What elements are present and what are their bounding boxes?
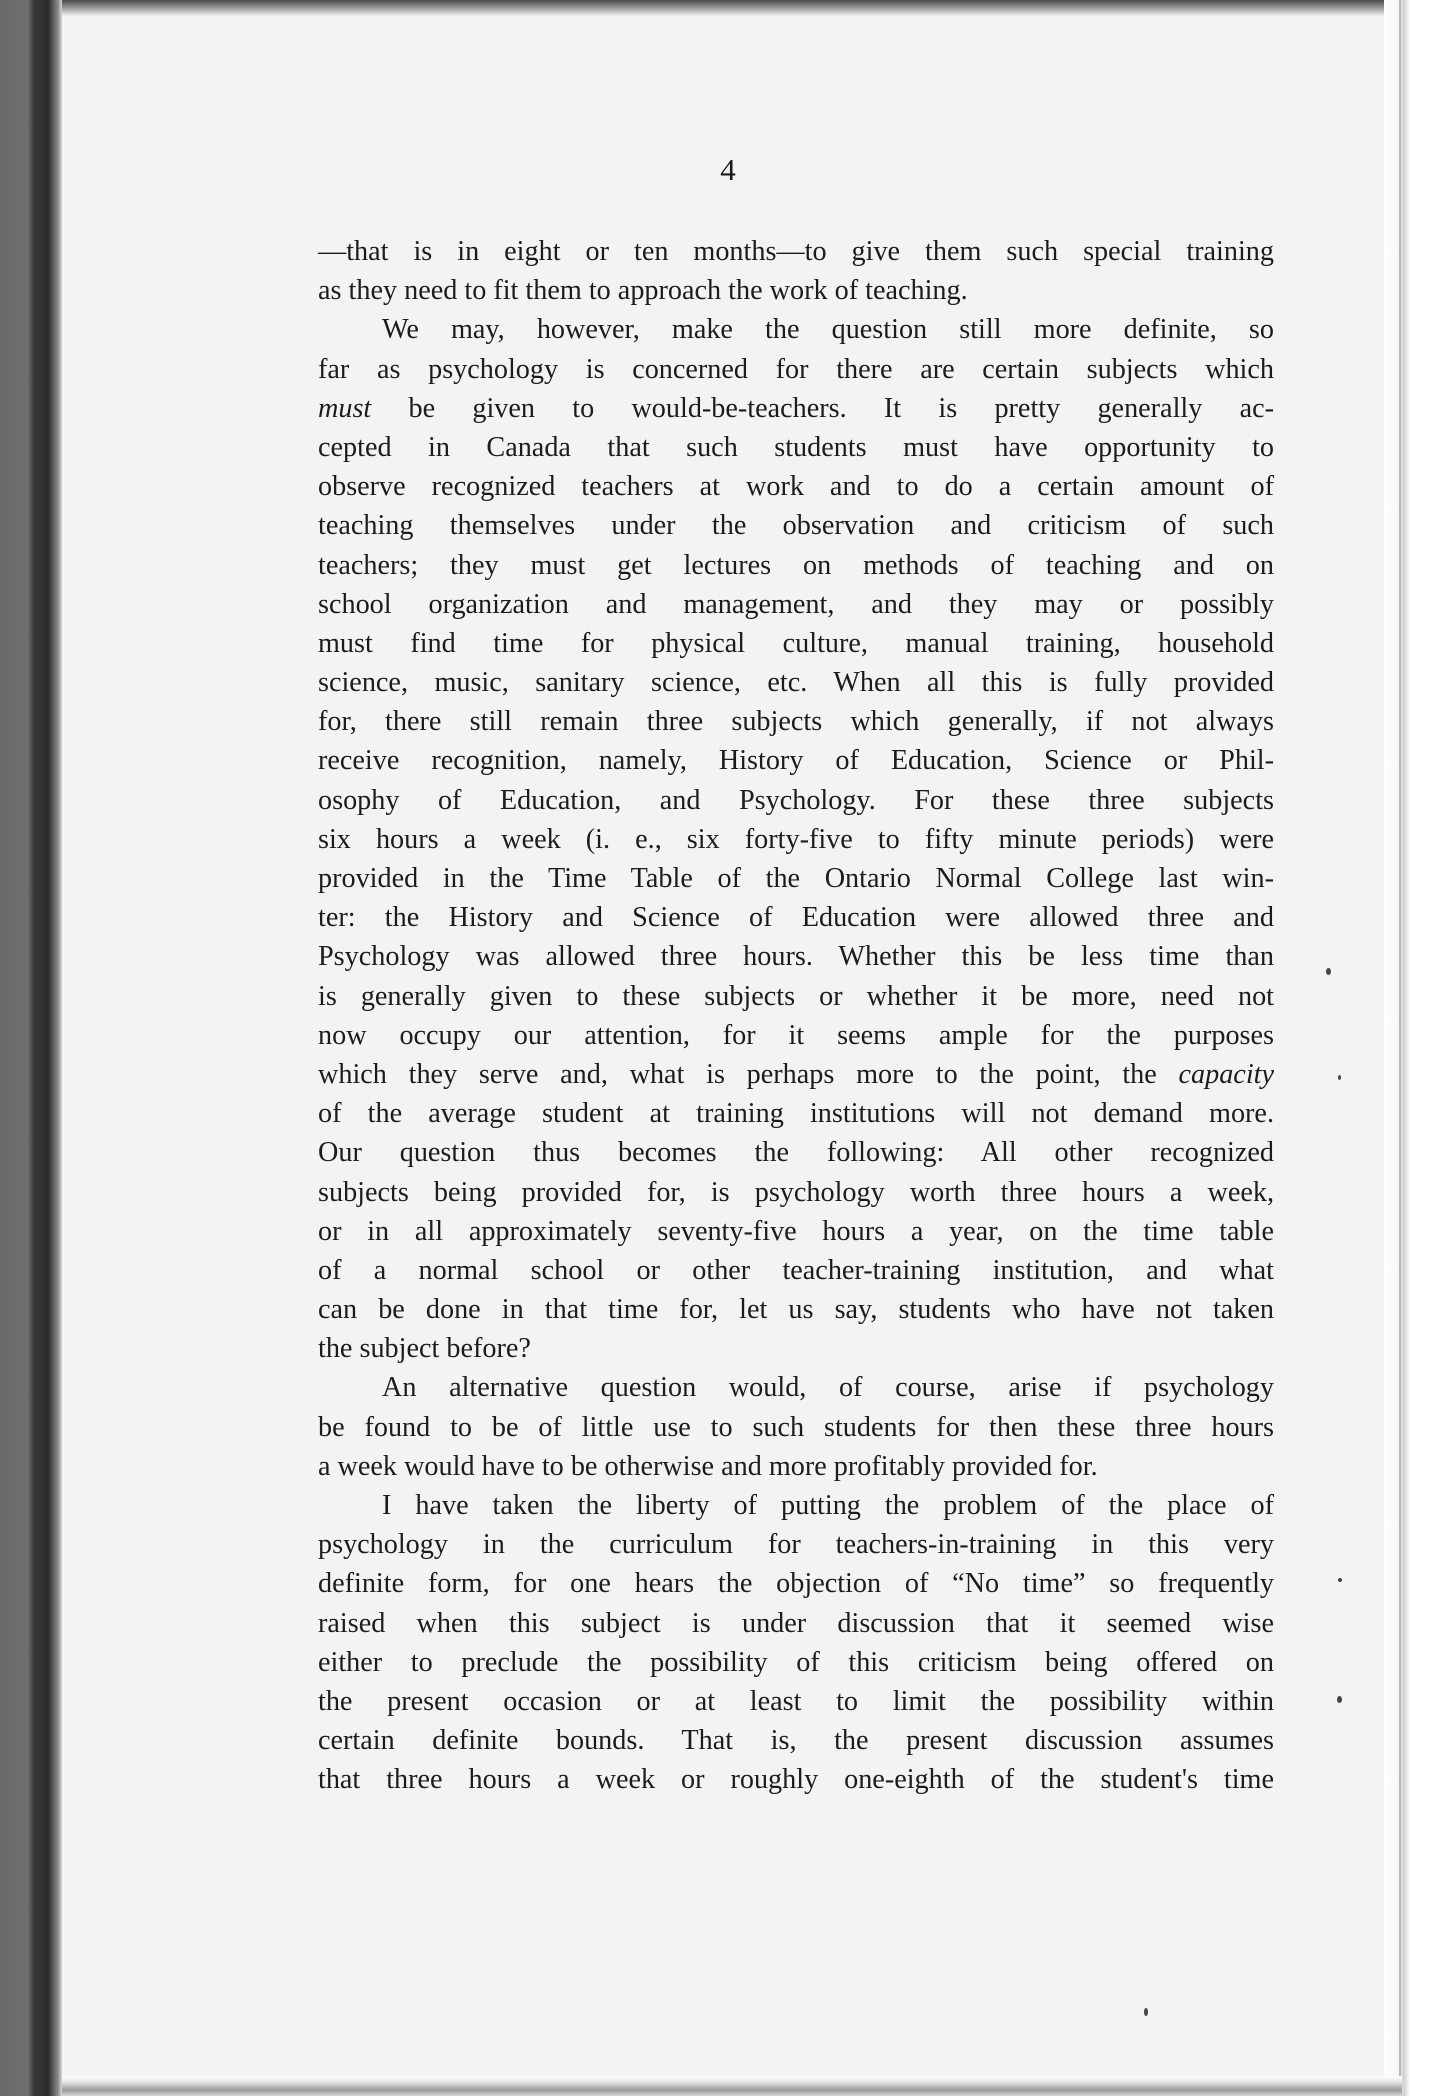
text-line: psychology in the curriculum for teachers-in-training in this very	[318, 1529, 1274, 1561]
scan-speck	[1338, 1578, 1342, 1582]
text-line: teaching themselves under the observation and criticism of such	[318, 510, 1274, 542]
text-line: school organization and management, and they may or possibly	[318, 588, 1274, 620]
scan-speck	[1326, 968, 1331, 975]
text-line: that three hours a week or roughly one-eighth of the student's time	[318, 1764, 1274, 1796]
text-line: provided in the Time Table of the Ontario Normal College last win-	[318, 863, 1274, 894]
text-line: of a normal school or other teacher-training institution, and what	[318, 1254, 1274, 1286]
text-line: the present occasion or at least to limit the possibility within	[318, 1685, 1274, 1717]
page-number: 4	[720, 152, 736, 187]
text-line: observe recognized teachers at work and to do a certain amount of	[318, 471, 1274, 503]
text-line: can be done in that time for, let us say, students who have not taken	[318, 1294, 1274, 1326]
text-segment: which they serve and, what is perhaps more to the point, the	[318, 1058, 1179, 1090]
scan-speck	[1337, 1696, 1342, 1703]
text-line: raised when this subject is under discussion that it seemed wise	[318, 1607, 1274, 1639]
text-line: ter: the History and Science of Education were allowed three and	[318, 902, 1274, 934]
text-line: six hours a week (i. e., six forty-five to fifty minute periods) were	[318, 823, 1274, 855]
text-line: cepted in Canada that such students must have opportunity to	[318, 431, 1274, 463]
text-line: or in all approximately seventy-five hours a year, on the time table	[318, 1215, 1274, 1247]
text-line: far as psychology is concerned for there are certain subjects which	[318, 353, 1274, 385]
text-line: is generally given to these subjects or whether it be more, need not	[318, 980, 1274, 1012]
text-line: osophy of Education, and Psychology. For these three subjects	[318, 784, 1274, 816]
text-line: science, music, sanitary science, etc. When all this is fully provided	[318, 667, 1274, 699]
text-line: be found to be of little use to such students for then these three hours	[318, 1411, 1274, 1443]
text-line: Psychology was allowed three hours. Whether this be less time than	[318, 941, 1274, 973]
text-line: definite form, for one hears the objection of “No time” so frequently	[318, 1568, 1274, 1600]
text-line: for, there still remain three subjects which generally, if not always	[318, 706, 1274, 738]
text-line: now occupy our attention, for it seems ample for the purposes	[318, 1019, 1274, 1051]
text-line: a week would have to be otherwise and more profitably provided for.	[318, 1450, 1098, 1482]
text-line	[318, 1055, 1274, 1094]
text-line: receive recognition, namely, History of Education, Science or Phil-	[318, 745, 1274, 777]
scan-speck	[1144, 2008, 1148, 2016]
body-text	[318, 232, 1274, 1800]
text-line: —that is in eight or ten months—to give them such special training	[318, 236, 1274, 267]
scan-top-edge	[62, 0, 1392, 16]
scan-speck	[1338, 1075, 1341, 1080]
text-line: We may, however, make the question still more definite, so	[382, 314, 1274, 346]
text-line: of the average student at training institutions will not demand more.	[318, 1098, 1274, 1130]
text-line: teachers; they must get lectures on methods of teaching and on	[318, 549, 1274, 581]
text-line: the subject before?	[318, 1333, 531, 1365]
text-line: must find time for physical culture, manual training, household	[318, 627, 1274, 659]
scan-right-edge	[1384, 0, 1456, 2096]
text-line: I have taken the liberty of putting the problem of the place of	[382, 1490, 1274, 1521]
text-line: Our question thus becomes the following: All other recognized	[318, 1137, 1274, 1169]
text-line: subjects being provided for, is psychology worth three hours a week,	[318, 1176, 1274, 1208]
italic-word: must	[318, 392, 372, 424]
text-segment: be given to would-be-teachers. It is pretty generally ac-	[371, 392, 1274, 424]
scan-left-edge	[0, 0, 62, 2096]
text-line: as they need to fit them to approach the work of teaching.	[318, 275, 968, 307]
text-line: An alternative question would, of course, arise if psychology	[382, 1372, 1274, 1404]
text-line: certain definite bounds. That is, the present discussion assumes	[318, 1725, 1274, 1757]
scan-bottom-edge	[62, 2076, 1402, 2096]
text-line: either to preclude the possibility of this criticism being offered on	[318, 1646, 1274, 1678]
text-line	[318, 389, 1274, 428]
italic-word: capacity	[1178, 1058, 1274, 1090]
scan-right-fold	[1399, 0, 1401, 2096]
